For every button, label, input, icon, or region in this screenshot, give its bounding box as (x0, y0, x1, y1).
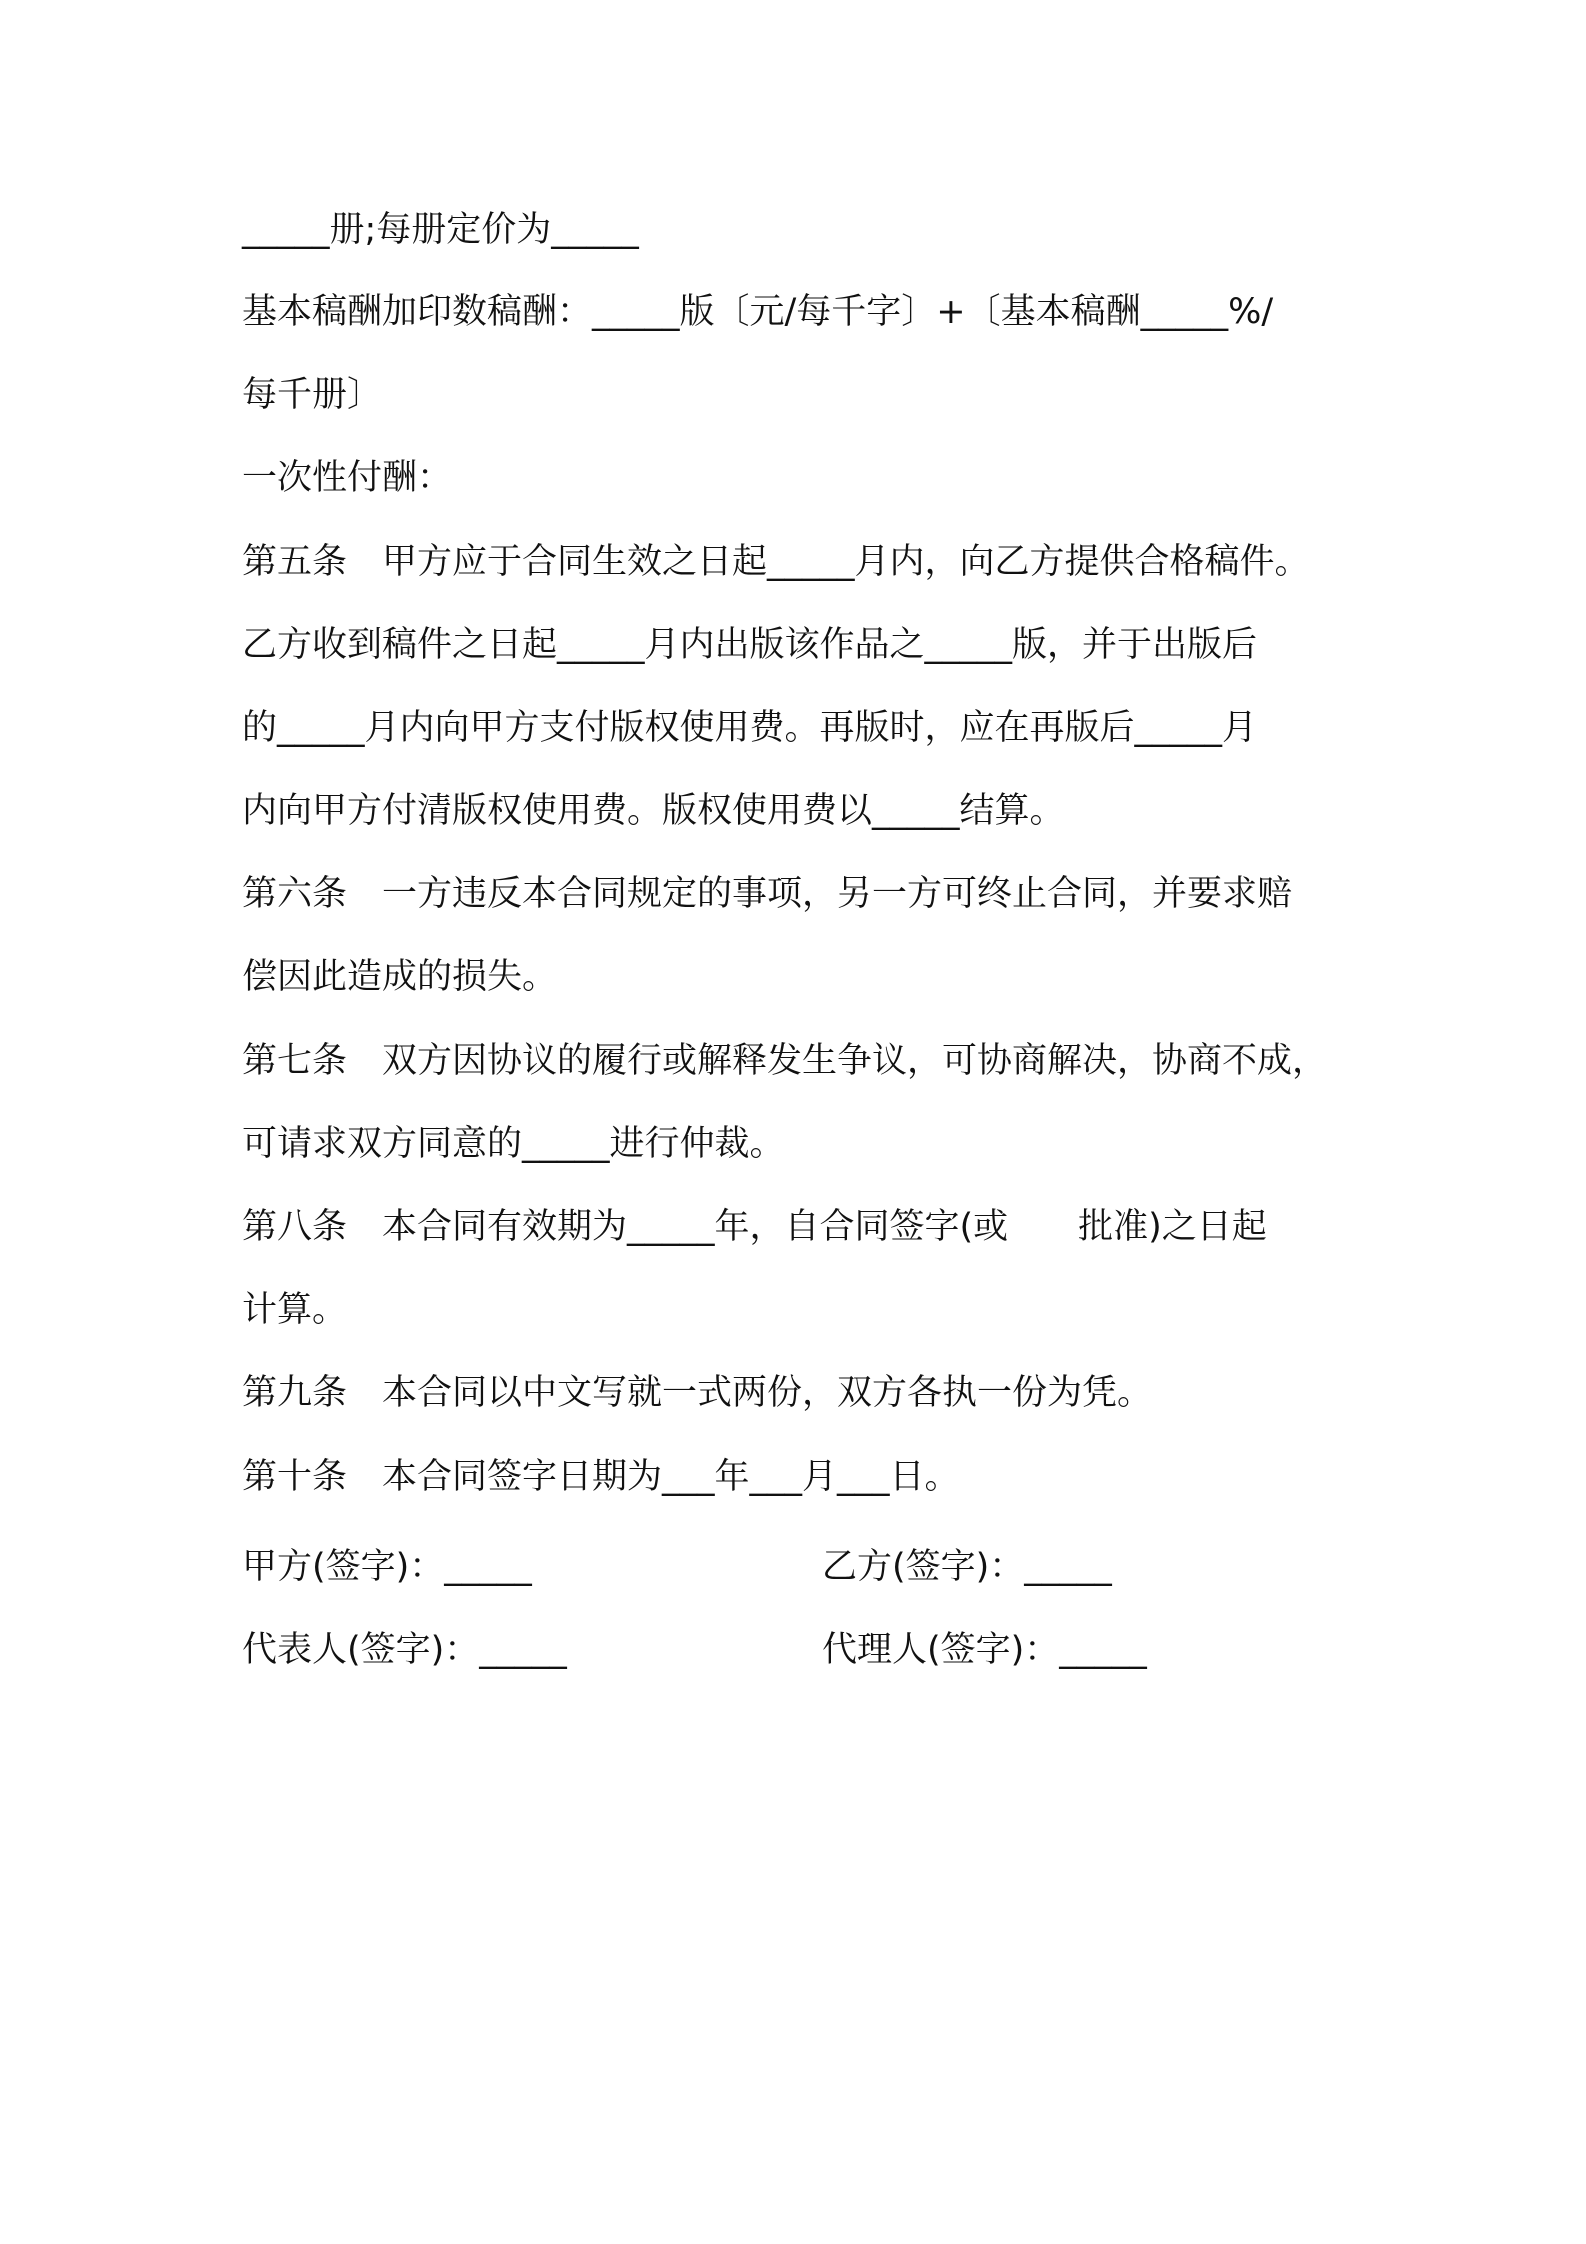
text-line: 的_____月内向甲方支付版权使用费。再版时，应在再版后_____月 (242, 708, 1258, 748)
text-line: 一次性付酬： (242, 458, 453, 498)
article-6: 第六条 一方违反本合同规定的事项，另一方可终止合同，并要求赔 (242, 874, 1293, 914)
text-line: 可请求双方同意的_____进行仲裁。 (242, 1124, 785, 1164)
agent-signature: 代理人(签字)：_____ (822, 1630, 1147, 1670)
party-a-signature: 甲方(签字)：_____ (242, 1547, 532, 1587)
representative-signature: 代表人(签字)：_____ (242, 1630, 567, 1670)
text-line: 计算。 (242, 1290, 348, 1330)
article-10: 第十条 本合同签字日期为___年___月___日。 (242, 1457, 960, 1497)
text-line: 内向甲方付清版权使用费。版权使用费以_____结算。 (242, 791, 1065, 831)
text-line: 每千册〕 (242, 375, 383, 415)
article-9: 第九条 本合同以中文写就一式两份，双方各执一份为凭。 (242, 1373, 1153, 1413)
text-line: _____册;每册定价为_____ (242, 210, 639, 250)
text-line: 基本稿酬加印数稿酬：_____版〔元/每千字〕+〔基本稿酬_____%/ (242, 292, 1274, 332)
text-line: 偿因此造成的损失。 (242, 957, 558, 997)
party-b-signature: 乙方(签字)：_____ (822, 1547, 1112, 1587)
article-7: 第七条 双方因协议的履行或解释发生争议，可协商解决，协商不成， (242, 1041, 1328, 1081)
article-5: 第五条 甲方应于合同生效之日起_____月内，向乙方提供合格稿件。 (242, 542, 1310, 582)
text-line: 乙方收到稿件之日起_____月内出版该作品之_____版，并于出版后 (242, 625, 1258, 665)
article-8: 第八条 本合同有效期为_____年，自合同签字(或 批准)之日起 (242, 1207, 1267, 1247)
